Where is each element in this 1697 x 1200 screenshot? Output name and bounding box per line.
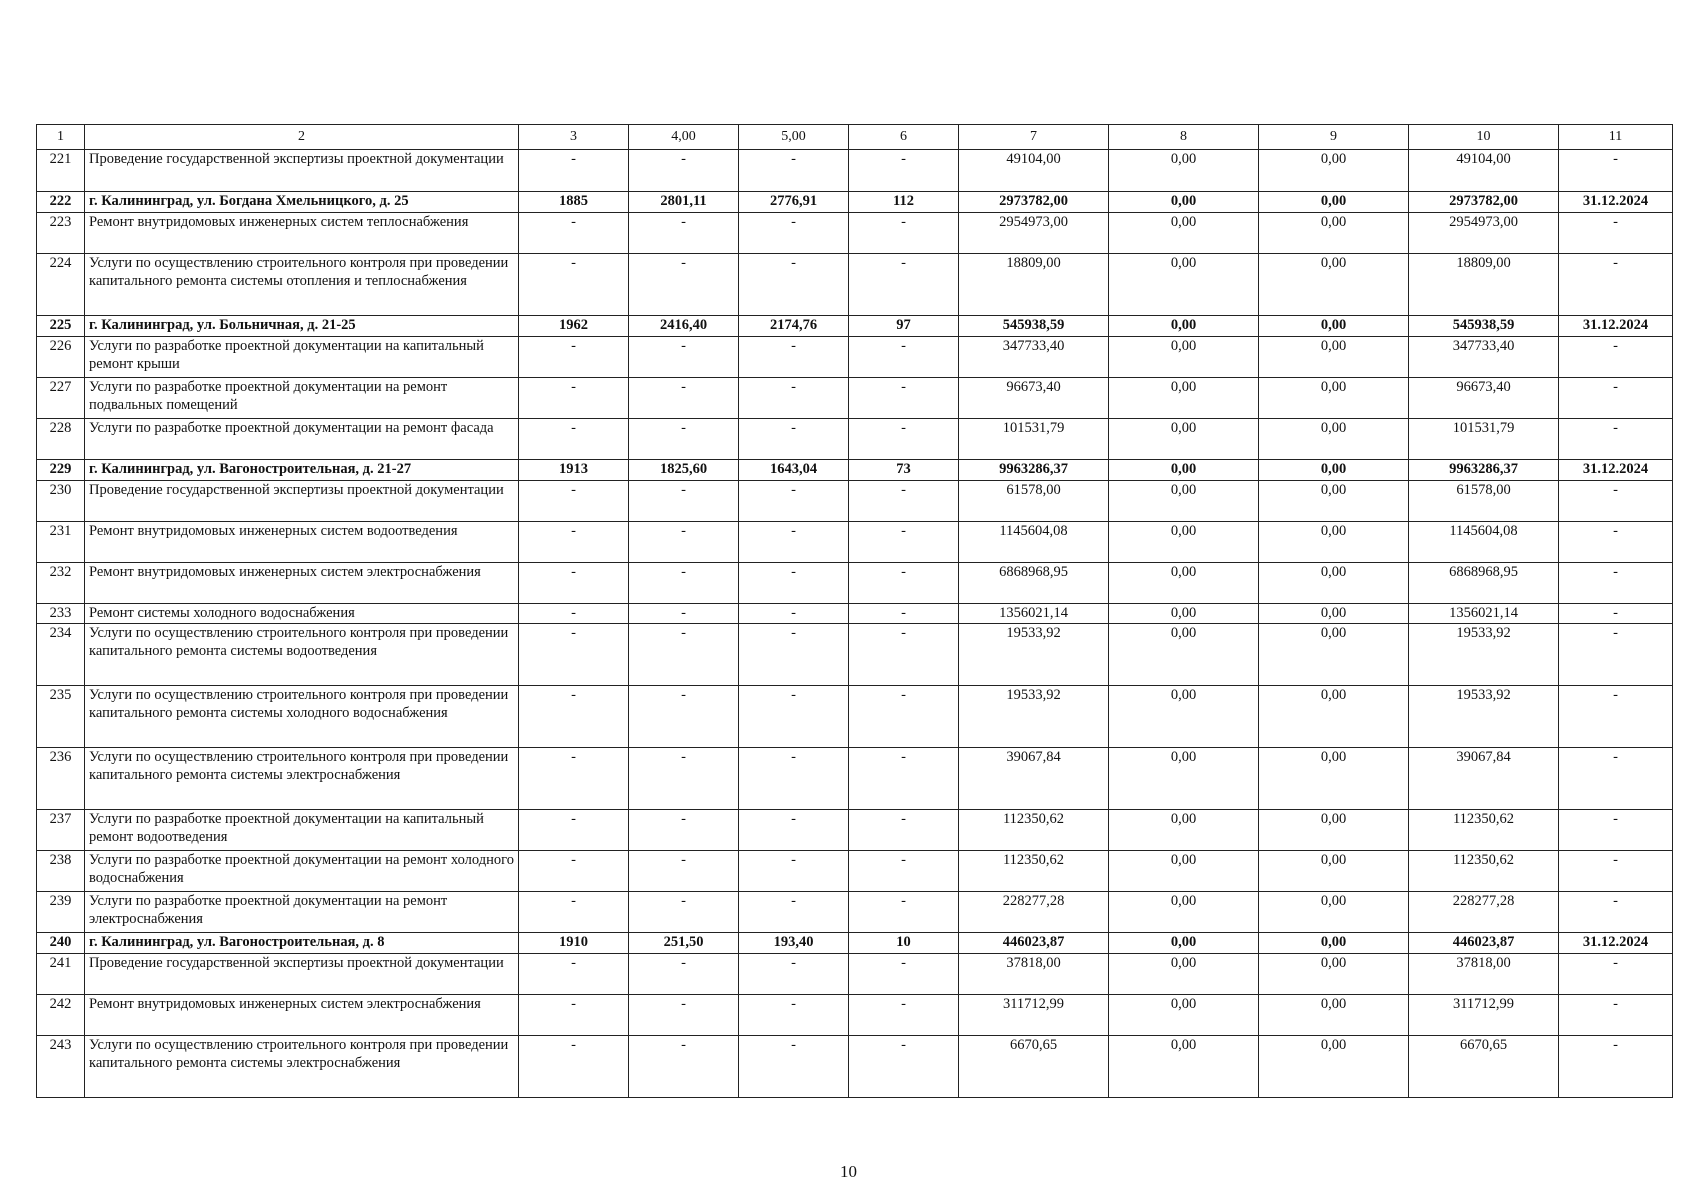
total-area: - <box>629 1036 739 1098</box>
residents: - <box>849 995 959 1036</box>
fund-share: 0,00 <box>1109 316 1259 337</box>
completion-date: - <box>1559 995 1673 1036</box>
work-item-row <box>37 604 1673 624</box>
budget-share: 0,00 <box>1259 316 1409 337</box>
work-name: г. Калининград, ул. Вагоностроительная, д. 8 <box>85 933 519 954</box>
budget-share: 0,00 <box>1259 810 1409 851</box>
completion-date: 31.12.2024 <box>1559 933 1673 954</box>
total-cost: 2973782,00 <box>959 192 1109 213</box>
living-area: 1643,04 <box>739 460 849 481</box>
column-header: 3 <box>519 125 629 150</box>
budget-share: 0,00 <box>1259 150 1409 192</box>
row-number: 223 <box>37 213 85 254</box>
budget-share: 0,00 <box>1259 748 1409 810</box>
owner-share: 446023,87 <box>1409 933 1559 954</box>
budget-share: 0,00 <box>1259 213 1409 254</box>
work-item-row <box>37 563 1673 604</box>
capital-repair-table <box>36 124 1673 1098</box>
column-header: 5,00 <box>739 125 849 150</box>
living-area: - <box>739 851 849 892</box>
total-area: 2416,40 <box>629 316 739 337</box>
completion-date: - <box>1559 481 1673 522</box>
work-name: Услуги по осуществлению строительного контроля при проведении капитального ремонта системы электроснабжения <box>85 1036 519 1098</box>
total-area: - <box>629 522 739 563</box>
fund-share: 0,00 <box>1109 995 1259 1036</box>
fund-share: 0,00 <box>1109 810 1259 851</box>
total-area: - <box>629 481 739 522</box>
total-cost: 228277,28 <box>959 892 1109 933</box>
residents: 73 <box>849 460 959 481</box>
living-area: - <box>739 337 849 378</box>
owner-share: 101531,79 <box>1409 419 1559 460</box>
row-number: 239 <box>37 892 85 933</box>
completion-date: - <box>1559 604 1673 624</box>
budget-share: 0,00 <box>1259 933 1409 954</box>
work-item-row <box>37 150 1673 192</box>
row-number: 235 <box>37 686 85 748</box>
fund-share: 0,00 <box>1109 748 1259 810</box>
column-header: 11 <box>1559 125 1673 150</box>
fund-share: 0,00 <box>1109 933 1259 954</box>
total-cost: 112350,62 <box>959 810 1109 851</box>
completion-date: - <box>1559 748 1673 810</box>
column-header: 8 <box>1109 125 1259 150</box>
budget-share: 0,00 <box>1259 624 1409 686</box>
residents: - <box>849 810 959 851</box>
owner-share: 96673,40 <box>1409 378 1559 419</box>
column-header: 4,00 <box>629 125 739 150</box>
column-header: 1 <box>37 125 85 150</box>
budget-share: 0,00 <box>1259 563 1409 604</box>
total-area: - <box>629 810 739 851</box>
total-cost: 9963286,37 <box>959 460 1109 481</box>
owner-share: 19533,92 <box>1409 686 1559 748</box>
total-cost: 545938,59 <box>959 316 1109 337</box>
work-name: Услуги по разработке проектной документации на ремонт холодного водоснабжения <box>85 851 519 892</box>
budget-share: 0,00 <box>1259 254 1409 316</box>
fund-share: 0,00 <box>1109 481 1259 522</box>
total-cost: 18809,00 <box>959 254 1109 316</box>
owner-share: 2973782,00 <box>1409 192 1559 213</box>
budget-share: 0,00 <box>1259 192 1409 213</box>
residents: 10 <box>849 933 959 954</box>
year-built: - <box>519 213 629 254</box>
living-area: 2174,76 <box>739 316 849 337</box>
year-built: - <box>519 851 629 892</box>
owner-share: 1356021,14 <box>1409 604 1559 624</box>
residents: - <box>849 254 959 316</box>
fund-share: 0,00 <box>1109 851 1259 892</box>
completion-date: - <box>1559 522 1673 563</box>
completion-date: - <box>1559 624 1673 686</box>
work-name: Проведение государственной экспертизы проектной документации <box>85 481 519 522</box>
budget-share: 0,00 <box>1259 378 1409 419</box>
fund-share: 0,00 <box>1109 686 1259 748</box>
row-number: 231 <box>37 522 85 563</box>
work-name: Услуги по осуществлению строительного контроля при проведении капитального ремонта системы холодного водоснабжения <box>85 686 519 748</box>
work-item-row <box>37 337 1673 378</box>
fund-share: 0,00 <box>1109 604 1259 624</box>
completion-date: - <box>1559 810 1673 851</box>
work-item-row <box>37 378 1673 419</box>
total-cost: 2954973,00 <box>959 213 1109 254</box>
completion-date: - <box>1559 892 1673 933</box>
residents: - <box>849 892 959 933</box>
completion-date: - <box>1559 378 1673 419</box>
row-number: 226 <box>37 337 85 378</box>
completion-date: - <box>1559 563 1673 604</box>
total-area: - <box>629 563 739 604</box>
completion-date: 31.12.2024 <box>1559 192 1673 213</box>
work-name: Услуги по осуществлению строительного контроля при проведении капитального ремонта системы водоотведения <box>85 624 519 686</box>
living-area: - <box>739 686 849 748</box>
work-name: г. Калининград, ул. Вагоностроительная, д. 21-27 <box>85 460 519 481</box>
year-built: - <box>519 563 629 604</box>
row-number: 227 <box>37 378 85 419</box>
work-item-row <box>37 213 1673 254</box>
work-name: Услуги по разработке проектной документации на капитальный ремонт крыши <box>85 337 519 378</box>
work-name: Ремонт внутридомовых инженерных систем теплоснабжения <box>85 213 519 254</box>
row-number: 237 <box>37 810 85 851</box>
total-area: - <box>629 150 739 192</box>
total-area: - <box>629 748 739 810</box>
row-number: 221 <box>37 150 85 192</box>
fund-share: 0,00 <box>1109 624 1259 686</box>
row-number: 243 <box>37 1036 85 1098</box>
year-built: - <box>519 378 629 419</box>
row-number: 240 <box>37 933 85 954</box>
total-cost: 101531,79 <box>959 419 1109 460</box>
living-area: - <box>739 254 849 316</box>
year-built: 1885 <box>519 192 629 213</box>
work-name: Услуги по осуществлению строительного контроля при проведении капитального ремонта системы отопления и теплоснабжения <box>85 254 519 316</box>
work-name: Услуги по разработке проектной документации на ремонт электроснабжения <box>85 892 519 933</box>
budget-share: 0,00 <box>1259 419 1409 460</box>
living-area: - <box>739 810 849 851</box>
row-number: 238 <box>37 851 85 892</box>
total-cost: 1356021,14 <box>959 604 1109 624</box>
fund-share: 0,00 <box>1109 192 1259 213</box>
total-area: - <box>629 686 739 748</box>
work-item-row <box>37 481 1673 522</box>
total-area: - <box>629 954 739 995</box>
living-area: - <box>739 378 849 419</box>
work-item-row <box>37 995 1673 1036</box>
living-area: - <box>739 604 849 624</box>
owner-share: 9963286,37 <box>1409 460 1559 481</box>
total-area: - <box>629 254 739 316</box>
residents: 112 <box>849 192 959 213</box>
total-cost: 347733,40 <box>959 337 1109 378</box>
residents: - <box>849 851 959 892</box>
page-number: 10 <box>840 1162 857 1181</box>
work-name: г. Калининград, ул. Больничная, д. 21-25 <box>85 316 519 337</box>
total-area: - <box>629 892 739 933</box>
work-item-row <box>37 892 1673 933</box>
column-header: 2 <box>85 125 519 150</box>
address-row <box>37 316 1673 337</box>
residents: - <box>849 604 959 624</box>
work-name: Проведение государственной экспертизы проектной документации <box>85 150 519 192</box>
row-number: 241 <box>37 954 85 995</box>
year-built: - <box>519 337 629 378</box>
year-built: 1962 <box>519 316 629 337</box>
owner-share: 19533,92 <box>1409 624 1559 686</box>
work-name: Ремонт внутридомовых инженерных систем электроснабжения <box>85 995 519 1036</box>
residents: - <box>849 522 959 563</box>
work-item-row <box>37 748 1673 810</box>
total-area: - <box>629 624 739 686</box>
residents: 97 <box>849 316 959 337</box>
completion-date: - <box>1559 254 1673 316</box>
living-area: - <box>739 892 849 933</box>
completion-date: - <box>1559 213 1673 254</box>
work-item-row <box>37 810 1673 851</box>
completion-date: 31.12.2024 <box>1559 316 1673 337</box>
year-built: - <box>519 892 629 933</box>
owner-share: 228277,28 <box>1409 892 1559 933</box>
living-area: - <box>739 1036 849 1098</box>
living-area: - <box>739 150 849 192</box>
residents: - <box>849 481 959 522</box>
address-row <box>37 460 1673 481</box>
budget-share: 0,00 <box>1259 995 1409 1036</box>
budget-share: 0,00 <box>1259 892 1409 933</box>
residents: - <box>849 1036 959 1098</box>
owner-share: 37818,00 <box>1409 954 1559 995</box>
year-built: - <box>519 604 629 624</box>
completion-date: - <box>1559 686 1673 748</box>
total-cost: 1145604,08 <box>959 522 1109 563</box>
completion-date: 31.12.2024 <box>1559 460 1673 481</box>
living-area: - <box>739 563 849 604</box>
residents: - <box>849 563 959 604</box>
total-cost: 311712,99 <box>959 995 1109 1036</box>
work-name: Ремонт внутридомовых инженерных систем водоотведения <box>85 522 519 563</box>
owner-share: 112350,62 <box>1409 810 1559 851</box>
fund-share: 0,00 <box>1109 892 1259 933</box>
total-cost: 19533,92 <box>959 686 1109 748</box>
year-built: - <box>519 1036 629 1098</box>
total-cost: 446023,87 <box>959 933 1109 954</box>
row-number: 229 <box>37 460 85 481</box>
row-number: 222 <box>37 192 85 213</box>
budget-share: 0,00 <box>1259 460 1409 481</box>
total-cost: 39067,84 <box>959 748 1109 810</box>
total-cost: 37818,00 <box>959 954 1109 995</box>
row-number: 224 <box>37 254 85 316</box>
work-name: Услуги по разработке проектной документации на ремонт фасада <box>85 419 519 460</box>
fund-share: 0,00 <box>1109 254 1259 316</box>
total-area: 2801,11 <box>629 192 739 213</box>
residents: - <box>849 378 959 419</box>
fund-share: 0,00 <box>1109 337 1259 378</box>
address-row <box>37 192 1673 213</box>
work-name: Услуги по разработке проектной документации на капитальный ремонт водоотведения <box>85 810 519 851</box>
work-name: г. Калининград, ул. Богдана Хмельницкого, д. 25 <box>85 192 519 213</box>
total-cost: 96673,40 <box>959 378 1109 419</box>
total-area: - <box>629 213 739 254</box>
completion-date: - <box>1559 1036 1673 1098</box>
residents: - <box>849 213 959 254</box>
address-row <box>37 933 1673 954</box>
work-name: Проведение государственной экспертизы проектной документации <box>85 954 519 995</box>
residents: - <box>849 419 959 460</box>
living-area: - <box>739 419 849 460</box>
living-area: - <box>739 522 849 563</box>
owner-share: 311712,99 <box>1409 995 1559 1036</box>
completion-date: - <box>1559 851 1673 892</box>
row-number: 236 <box>37 748 85 810</box>
document-sheet <box>36 124 1672 1098</box>
year-built: - <box>519 624 629 686</box>
living-area: - <box>739 624 849 686</box>
completion-date: - <box>1559 337 1673 378</box>
budget-share: 0,00 <box>1259 851 1409 892</box>
fund-share: 0,00 <box>1109 954 1259 995</box>
work-name: Услуги по осуществлению строительного контроля при проведении капитального ремонта системы электроснабжения <box>85 748 519 810</box>
owner-share: 39067,84 <box>1409 748 1559 810</box>
column-number-row <box>37 125 1673 150</box>
row-number: 225 <box>37 316 85 337</box>
budget-share: 0,00 <box>1259 604 1409 624</box>
budget-share: 0,00 <box>1259 481 1409 522</box>
year-built: - <box>519 810 629 851</box>
residents: - <box>849 686 959 748</box>
column-header: 9 <box>1259 125 1409 150</box>
owner-share: 1145604,08 <box>1409 522 1559 563</box>
owner-share: 6868968,95 <box>1409 563 1559 604</box>
work-name: Услуги по разработке проектной документации на ремонт подвальных помещений <box>85 378 519 419</box>
total-cost: 19533,92 <box>959 624 1109 686</box>
column-header: 6 <box>849 125 959 150</box>
total-cost: 112350,62 <box>959 851 1109 892</box>
budget-share: 0,00 <box>1259 954 1409 995</box>
total-area: - <box>629 378 739 419</box>
completion-date: - <box>1559 419 1673 460</box>
total-area: - <box>629 419 739 460</box>
owner-share: 18809,00 <box>1409 254 1559 316</box>
column-header: 7 <box>959 125 1109 150</box>
year-built: - <box>519 150 629 192</box>
work-name: Ремонт внутридомовых инженерных систем электроснабжения <box>85 563 519 604</box>
completion-date: - <box>1559 150 1673 192</box>
budget-share: 0,00 <box>1259 337 1409 378</box>
living-area: - <box>739 481 849 522</box>
work-item-row <box>37 686 1673 748</box>
residents: - <box>849 748 959 810</box>
year-built: - <box>519 522 629 563</box>
total-area: - <box>629 851 739 892</box>
work-item-row <box>37 624 1673 686</box>
residents: - <box>849 954 959 995</box>
column-header: 10 <box>1409 125 1559 150</box>
living-area: - <box>739 995 849 1036</box>
owner-share: 2954973,00 <box>1409 213 1559 254</box>
fund-share: 0,00 <box>1109 1036 1259 1098</box>
budget-share: 0,00 <box>1259 686 1409 748</box>
total-cost: 61578,00 <box>959 481 1109 522</box>
fund-share: 0,00 <box>1109 563 1259 604</box>
row-number: 230 <box>37 481 85 522</box>
work-item-row <box>37 254 1673 316</box>
year-built: - <box>519 481 629 522</box>
owner-share: 347733,40 <box>1409 337 1559 378</box>
owner-share: 49104,00 <box>1409 150 1559 192</box>
row-number: 233 <box>37 604 85 624</box>
residents: - <box>849 337 959 378</box>
budget-share: 0,00 <box>1259 522 1409 563</box>
row-number: 232 <box>37 563 85 604</box>
owner-share: 61578,00 <box>1409 481 1559 522</box>
residents: - <box>849 624 959 686</box>
total-cost: 6868968,95 <box>959 563 1109 604</box>
year-built: - <box>519 748 629 810</box>
year-built: - <box>519 254 629 316</box>
living-area: 193,40 <box>739 933 849 954</box>
total-area: 1825,60 <box>629 460 739 481</box>
row-number: 234 <box>37 624 85 686</box>
work-item-row <box>37 1036 1673 1098</box>
work-item-row <box>37 851 1673 892</box>
residents: - <box>849 150 959 192</box>
total-area: - <box>629 337 739 378</box>
year-built: 1913 <box>519 460 629 481</box>
year-built: - <box>519 995 629 1036</box>
fund-share: 0,00 <box>1109 419 1259 460</box>
row-number: 242 <box>37 995 85 1036</box>
total-area: 251,50 <box>629 933 739 954</box>
owner-share: 545938,59 <box>1409 316 1559 337</box>
living-area: - <box>739 954 849 995</box>
work-item-row <box>37 522 1673 563</box>
year-built: 1910 <box>519 933 629 954</box>
year-built: - <box>519 686 629 748</box>
row-number: 228 <box>37 419 85 460</box>
living-area: 2776,91 <box>739 192 849 213</box>
year-built: - <box>519 419 629 460</box>
work-name: Ремонт системы холодного водоснабжения <box>85 604 519 624</box>
owner-share: 112350,62 <box>1409 851 1559 892</box>
work-item-row <box>37 954 1673 995</box>
work-item-row <box>37 419 1673 460</box>
fund-share: 0,00 <box>1109 378 1259 419</box>
living-area: - <box>739 748 849 810</box>
budget-share: 0,00 <box>1259 1036 1409 1098</box>
living-area: - <box>739 213 849 254</box>
completion-date: - <box>1559 954 1673 995</box>
fund-share: 0,00 <box>1109 460 1259 481</box>
total-cost: 6670,65 <box>959 1036 1109 1098</box>
total-area: - <box>629 604 739 624</box>
owner-share: 6670,65 <box>1409 1036 1559 1098</box>
fund-share: 0,00 <box>1109 150 1259 192</box>
fund-share: 0,00 <box>1109 213 1259 254</box>
total-cost: 49104,00 <box>959 150 1109 192</box>
total-area: - <box>629 995 739 1036</box>
year-built: - <box>519 954 629 995</box>
fund-share: 0,00 <box>1109 522 1259 563</box>
